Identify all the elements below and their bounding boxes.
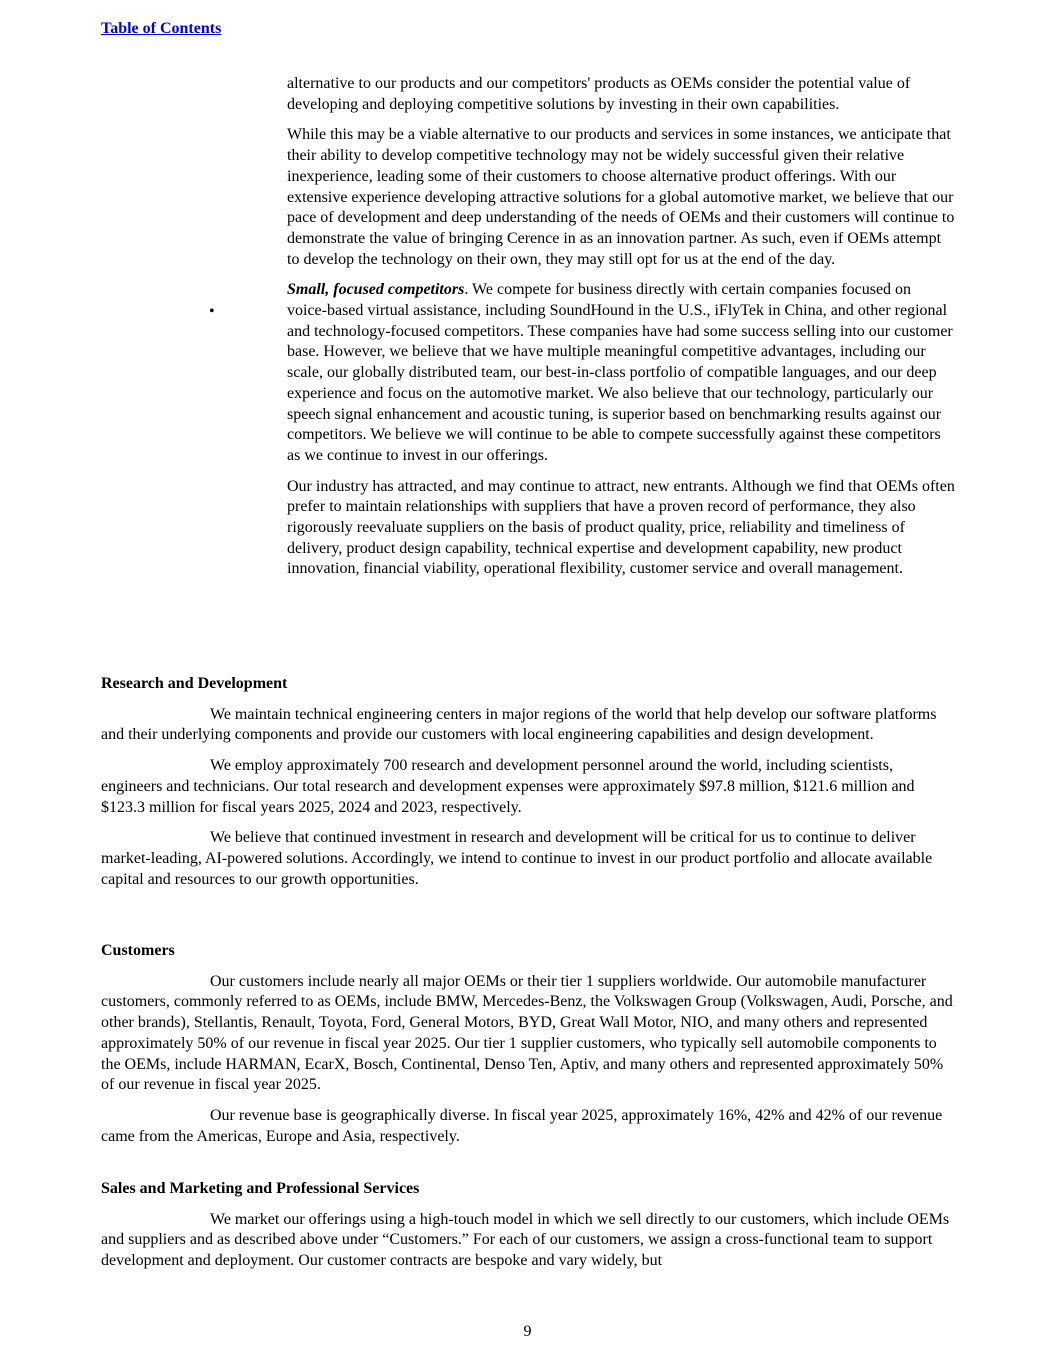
page-number: 9: [523, 1323, 532, 1340]
section-customers: [101, 941, 955, 1157]
bullet-marker: •: [209, 303, 215, 320]
paragraph: We market our offerings using a high-touch model in which we sell directly to our customers, which include OEMs and suppliers and as described above under “Customers.” For each of our customers, we assign a cross-functional team to support development and deployment. Our customer contracts are bespoke and vary widely, but: [101, 1210, 950, 1270]
section-heading: Research and Development: [101, 675, 288, 692]
section-sales-marketing: [101, 1179, 955, 1282]
paragraph: While this may be a viable alternative to our products and services in some instances, we anticipate that their ability to develop competitive technology may not be widely successful given their relative inexperience, leading some of their customers to choose alternative product offerings. With our extensive experience developing attractive solutions for a global automotive market, we believe that our pace of development and deep understanding of the needs of OEMs and their customers will continue to demonstrate the value of bringing Cerence in as an innovation partner. As such, even if OEMs attempt to develop the technology on their own, they may still opt for us at the end of the day.: [287, 126, 955, 268]
paragraph: We employ approximately 700 research and development personnel around the world, including scientists, engineers and technicians. Our total research and development expenses were approximately $97.8 million, $121.6 million and $123.3 million for fiscal years 2025, 2024 and 2023, respectively.: [101, 757, 915, 816]
paragraph: Our revenue base is geographically diverse. In fiscal year 2025, approximately 16%, 42% and 42% of our revenue came from the Americas, Europe and Asia, respectively.: [101, 1106, 943, 1145]
paragraph: We maintain technical engineering centers in major regions of the world that help develop our software platforms and their underlying components and provide our customers with local engineering capabilities and design development.: [101, 705, 937, 744]
section-heading: Sales and Marketing and Professional Services: [101, 1180, 420, 1197]
paragraph: We believe that continued investment in research and development will be critical for us to continue to deliver market-leading, AI-powered solutions. Accordingly, we intend to continue to invest in our product portfolio and allocate available capital and resources to our growth opportunities.: [101, 829, 933, 888]
paragraph: alternative to our products and our competitors' products as OEMs consider the potential value of developing and deploying competitive solutions by investing in their own capabilities.: [287, 75, 911, 113]
bullet-title: Small, focused competitors: [287, 281, 465, 299]
paragraph: Our industry has attracted, and may continue to attract, new entrants. Although we find that OEMs often prefer to maintain relationships with suppliers that have a proven record of performance, they also rigorously reevaluate suppliers on the basis of product quality, price, reliability and timeliness of delivery, product design capability, technical expertise and development capability, new product innovation, financial viability, operational flexibility, customer service and overall management.: [287, 477, 955, 578]
competition-continued: [287, 74, 955, 590]
paragraph: Our customers include nearly all major OEMs or their tier 1 suppliers worldwide. Our automobile manufacturer customers, commonly referred to as OEMs, include BMW, Mercedes-Benz, the Volkswagen Group (Volkswagen, Audi, Porsche, and other brands), Stellantis, Renault, Toyota, Ford, General Motors, BYD, Great Wall Motor, NIO, and many others and represented approximately 50% of our revenue in fiscal year 2025. Our tier 1 supplier customers, who typically sell automobile components to the OEMs, include HARMAN, EcarX, Bosch, Continental, Denso Ten, Aptiv, and many others and represented approximately 50% of our revenue in fiscal year 2025.: [101, 972, 953, 1094]
bullet-text: . We compete for business directly with certain companies focused on voice-based virtual assistance, including SoundHound in the U.S., iFlyTek in China, and other regional and technology-focused competitors. These companies have had some success selling into our customer base. However, we believe that we have multiple meaningful competitive advantages, including our scale, our globally distributed team, our best-in-class portfolio of compatible languages, and our deep experience and focus on the automotive market. We also believe that our technology, particularly our speech signal enhancement and acoustic tuning, is superior based on benchmarking results against our competitors. We believe we will continue to be able to compete successfully against these competitors as we continue to invest in our offerings.: [287, 281, 953, 464]
table-of-contents-link[interactable]: Table of Contents: [101, 20, 222, 37]
section-heading: Customers: [101, 942, 175, 959]
bullet-item-small-competitors: [287, 280, 955, 466]
section-research-development: [101, 674, 955, 900]
